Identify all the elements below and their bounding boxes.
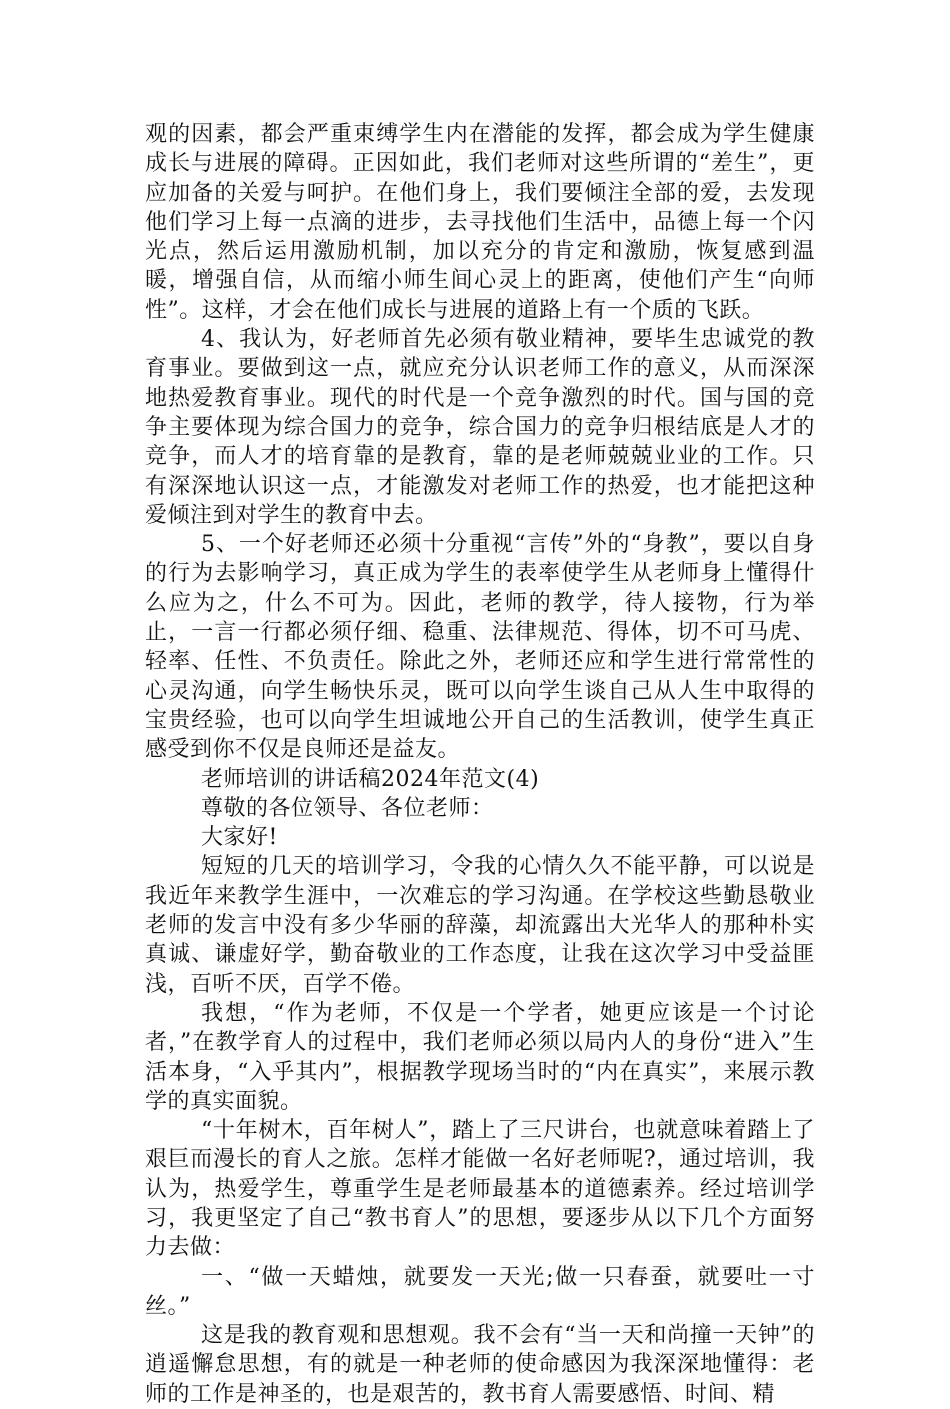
paragraph-reflection: 我想，“作为老师，不仅是一个学者，她更应该是一个讨论者，”在教学育人的过程中，我们老师必须以局内人的身份“进入”生活本身，“入乎其内”，根据教学现场当时的“内在真实”，来展示教学的真实面貌。 <box>145 1000 815 1114</box>
paragraph-mission: “十年树木，百年树人”，踏上了三尺讲台，也就意味着踏上了艰巨而漫长的育人之旅。怎样才能做一名好老师呢?，通过培训，我认为，热爱学生，尊重学生是老师最基本的道德素养。经过培训学习，我更坚定了自己“教书育人”的思想，要逐步从以下几个方面努力去做： <box>145 1118 815 1261</box>
paragraph-point-5: 5、一个好老师还必须十分重视“言传”外的“身教”，要以自身的行为去影响学习，真正成为学生的表率使学生从老师身上懂得什么应为之，什么不可为。因此，老师的教学，待人接物，行为举止，一言一行都必须仔细、稳重、法律规范、得体，切不可马虎、轻率、任性、不负责任。除此之外，老师还应和学生进行常常性的心灵沟通，向学生畅快乐灵，既可以向学生谈自己从人生中取得的宝贵经验，也可以向学生坦诚地公开自己的生活教训，使学生真正感受到你不仅是良师还是益友。 <box>145 532 815 763</box>
greeting: 大家好! <box>201 825 278 851</box>
salutation: 尊敬的各位领导、各位老师： <box>201 795 494 821</box>
section-title: 老师培训的讲话稿2024年范文(4) <box>201 766 540 792</box>
paragraph-training: 短短的几天的培训学习，令我的心情久久不能平静，可以说是我近年来教学生涯中，一次难忘的学习沟通。在学校这些勤恳敬业老师的发言中没有多少华丽的辞藻，却流露出大光华人的那种朴实真诚、谦虚好学，勤奋敬业的工作态度，让我在这次学习中受益匪浅，百听不厌，百学不倦。 <box>145 854 815 997</box>
paragraph-outlook: 这是我的教育观和思想观。我不会有“当一天和尚撞一天钟”的逍遥懈怠思想，有的就是一种老师的使命感因为我深深地懂得：老师的工作是神圣的，也是艰苦的，教书育人需要感悟、时间、精 <box>145 1323 815 1407</box>
paragraph-point-4: 4、我认为，好老师首先必须有敬业精神，要毕生忠诚党的教育事业。要做到这一点，就应充分认识老师工作的意义，从而深深地热爱教育事业。现代的时代是一个竞争激烈的时代。国与国的竞争主要体现为综合国力的竞争，综合国力的竞争归根结底是人才的竞争，而人才的培育靠的是教育，靠的是老师兢兢业业的工作。只有深深地认识这一点，才能激发对老师工作的热爱，也才能把这种爱倾注到对学生的教育中去。 <box>145 327 815 528</box>
paragraph-continuation: 观的因素，都会严重束缚学生内在潜能的发挥，都会成为学生健康成长与进展的障碍。正因如此，我们老师对这些所谓的“差生”，更应加备的关爱与呵护。在他们身上，我们要倾注全部的爱，去发现他们学习上每一点滴的进步，去寻找他们生活中，品德上每一个闪光点，然后运用激励机制，加以充分的肯定和激励，恢复感到温暖，增强自信，从而缩小师生间心灵上的距离，使他们产生“向师性”。这样，才会在他们成长与进展的道路上有一个质的飞跃。 <box>145 122 815 323</box>
paragraph-point-one: 一、“做一天蜡烛，就要发一天光;做一只春蚕，就要吐一寸丝。” <box>145 1264 815 1319</box>
document-body <box>145 120 815 1409</box>
